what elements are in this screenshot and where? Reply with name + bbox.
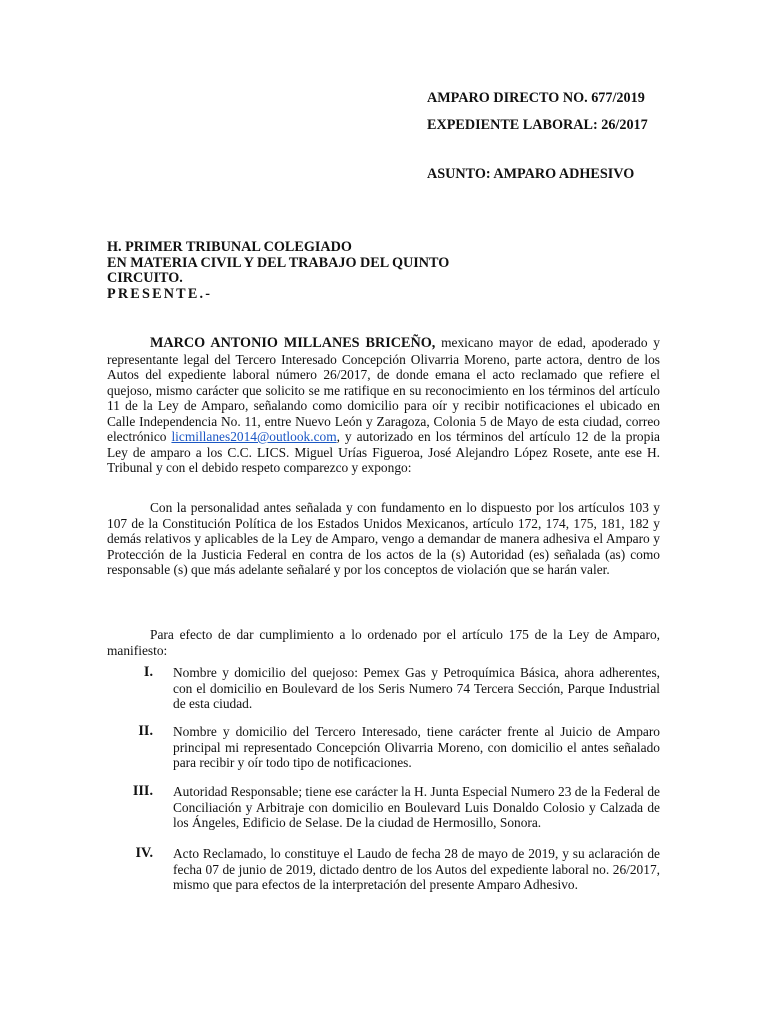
list-item-number: III. xyxy=(132,783,153,799)
appellant-name: MARCO ANTONIO MILLANES BRICEÑO, xyxy=(150,335,436,351)
addressee-line-4: PRESENTE.- xyxy=(107,285,213,302)
amparo-number: AMPARO DIRECTO NO. 677/2019 xyxy=(427,90,645,106)
basis-paragraph: Con la personalidad antes señalada y con fundamento en lo dispuesto por los artículos 103 y 107 de la Constitución Política de los Estados Unidos Mexicanos, artículo 172, 174, 175, 181, 182 y demás relativos y aplicables de la Ley de Amparo, vengo a demandar de manera adhesiva el Amparo y Protección de la Justicia Federal en contra de los actos de la (s) Autoridad (es) señalada (as) como responsable (s) que más adelante señalaré y por los conceptos de violación que se harán valer. xyxy=(107,500,660,577)
list-item-text: Autoridad Responsable; tiene ese carácter la H. Junta Especial Numero 23 de la Federal de Conciliación y Arbitraje con domicilio en Boulevard Luis Donaldo Colosio y Calzada de los Ángeles, Edificio de Selase. De la ciudad de Hermosillo, Sonora. xyxy=(173,784,660,830)
addressee-line-3: CIRCUITO. xyxy=(107,270,183,287)
addressee-line-1: H. PRIMER TRIBUNAL COLEGIADO xyxy=(107,239,352,255)
addressee-block xyxy=(107,240,449,302)
list-item-number: I. xyxy=(143,664,153,680)
email-link[interactable]: licmillanes2014@outlook.com xyxy=(171,429,337,444)
intro-paragraph xyxy=(107,335,660,476)
list-item-number: II. xyxy=(138,723,153,739)
list-item-number: IV. xyxy=(135,845,153,861)
intro-text-a: mexicano mayor de edad, apoderado y representante legal del Tercero Interesado Concepción Olivarria Moreno, parte actora, dentro de los Autos del expediente laboral número 26/2017, de donde emana el acto reclamado que refiere el quejoso, mismo carácter que solicito se me ratifique en su reconocimiento en los términos del artículo 11 de la Ley de Amparo, señalando como domicilio para oír y recibir notificaciones el ubicado en Calle Independencia No. 11, entre Nuevo León y Zaragoza, Colonia 5 de Mayo de esta ciudad, correo electrónico xyxy=(107,335,660,444)
intro-text-b: , y autorizado en los términos del artículo 12 de la propia Ley de amparo a los C.C. LICS. Miguel Urías Figueroa, José Alejandro López Rosete, ante ese H. Tribunal y con el debido respeto comparezco y expongo: xyxy=(107,429,660,475)
addressee-line-2: EN MATERIA CIVIL Y DEL TRABAJO DEL QUINTO xyxy=(107,254,450,271)
list-item-text: Nombre y domicilio del Tercero Interesado, tiene carácter frente al Juicio de Amparo principal mi representado Concepción Olivarria Moreno, con domicilio el antes señalado para recibir y oír todo tipo de notificaciones. xyxy=(173,724,660,770)
list-item-text: Acto Reclamado, lo constituye el Laudo de fecha 28 de mayo de 2019, y su aclaración de fecha 07 de junio de 2019, dictado dentro de los Autos del expediente laboral no. 26/2017, mismo que para efectos de la interpretación del presente Amparo Adhesivo. xyxy=(173,846,660,892)
expediente-number: EXPEDIENTE LABORAL: 26/2017 xyxy=(427,117,648,133)
statement-paragraph: Para efecto de dar cumplimiento a lo ordenado por el artículo 175 de la Ley de Amparo, manifiesto: xyxy=(107,627,660,658)
list-item-text: Nombre y domicilio del quejoso: Pemex Gas y Petroquímica Básica, ahora adherentes, con el domicilio en Boulevard de los Seris Numero 74 Tercera Sección, Parque Industrial de esta ciudad. xyxy=(173,665,660,711)
asunto-line: ASUNTO: AMPARO ADHESIVO xyxy=(427,166,635,182)
